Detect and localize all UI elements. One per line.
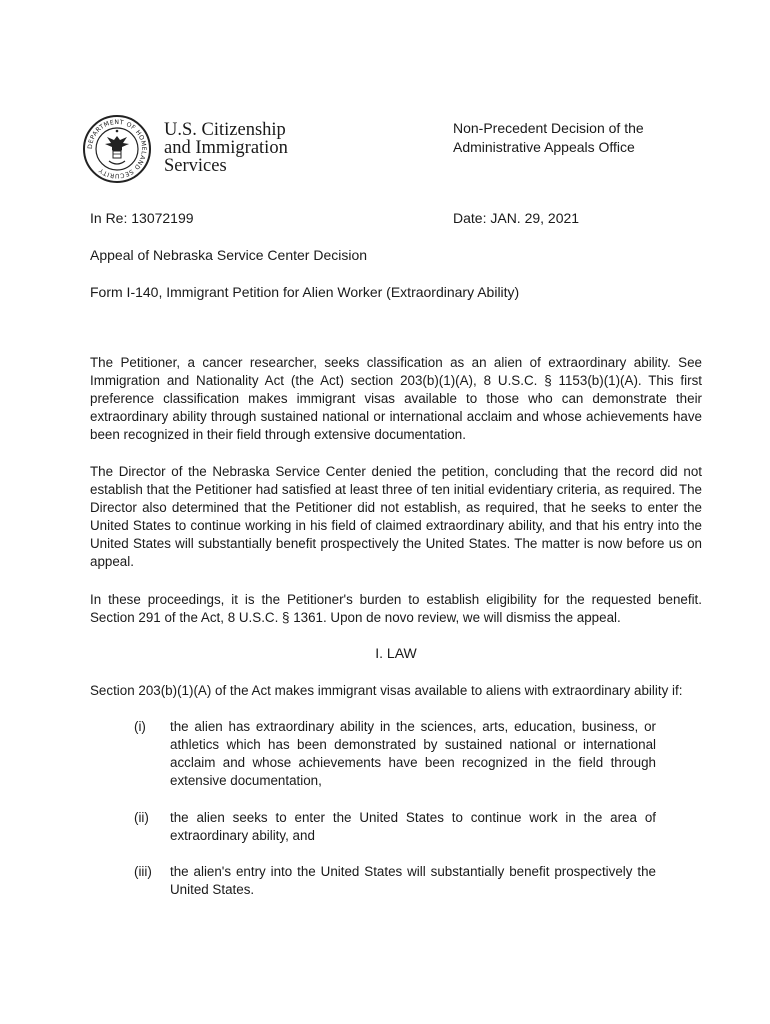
list-item-number: (i) xyxy=(134,719,146,734)
decision-date: Date: JAN. 29, 2021 xyxy=(453,210,580,226)
office-line-1: Non-Precedent Decision of the xyxy=(453,120,644,136)
list-item-text: the alien has extraordinary ability in the sciences, arts, education, business, or athletics which has been demonstrated by sustained national or international acclaim and whose achievements have been recognized in the field through extensive documentation, xyxy=(170,719,656,788)
office-line-2: Administrative Appeals Office xyxy=(453,139,635,155)
seal-text: DEPARTMENT OF HOMELAND SECURITY xyxy=(86,118,148,180)
case-number: In Re: 13072199 xyxy=(90,210,194,226)
form-title: Form I-140, Immigrant Petition for Alien Worker (Extraordinary Ability) xyxy=(90,284,520,300)
list-item-number: (ii) xyxy=(134,810,149,825)
agency-line-1: U.S. Citizenship xyxy=(164,120,286,140)
list-item-number: (iii) xyxy=(134,864,152,879)
list-item-text: the alien's entry into the United States will substantially benefit prospectively the United States. xyxy=(170,864,656,897)
agency-line-3: Services xyxy=(164,156,227,176)
law-intro: Section 203(b)(1)(A) of the Act makes immigrant visas available to aliens with extraordinary ability if: xyxy=(90,683,683,698)
dhs-seal-icon xyxy=(82,114,152,184)
agency-name xyxy=(164,121,288,175)
list-item-text: the alien seeks to enter the United States to continue work in the area of extraordinary ability, and xyxy=(170,810,656,843)
agency-line-2: and Immigration xyxy=(164,138,288,158)
appeal-title: Appeal of Nebraska Service Center Decision xyxy=(90,247,368,263)
office-title xyxy=(453,119,644,157)
paragraph-burden: In these proceedings, it is the Petitioner's burden to establish eligibility for the requested benefit. Section 291 of the Act, 8 U.S.C. § 1361. Upon de novo review, we will dismiss the appeal. xyxy=(90,592,702,625)
section-heading-law: I. LAW xyxy=(375,645,417,661)
paragraph-director-decision: The Director of the Nebraska Service Center denied the petition, concluding that the record did not establish that the Petitioner had satisfied at least three of ten initial evidentiary criteria, as required. The Director also determined that the Petitioner did not establish, as required, that he seeks to enter the United States to continue working in his field of claimed extraordinary ability, and that his entry into the United States will substantially benefit prospectively the United States. The matter is now before us on appeal. xyxy=(90,464,702,569)
paragraph-intro: The Petitioner, a cancer researcher, seeks classification as an alien of extraordinary ability. See Immigration and Nationality Act (the Act) section 203(b)(1)(A), 8 U.S.C. § 1153(b)(1)(A). This first preference classification makes immigrant visas available to those who can demonstrate their extraordinary ability through sustained national or international acclaim and whose achievements have been recognized in their field through extensive documentation. xyxy=(90,355,702,442)
